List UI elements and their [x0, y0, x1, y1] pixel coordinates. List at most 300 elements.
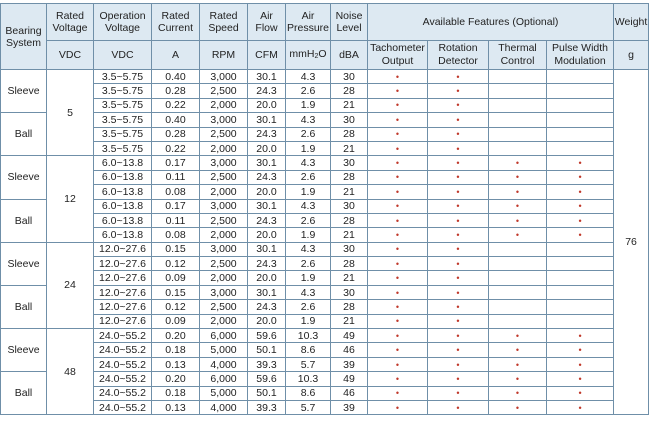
- header-noise-level: Noise Level: [331, 4, 368, 41]
- noise-level-cell: 46: [331, 343, 368, 357]
- rated-speed-cell: 3,000: [200, 156, 248, 170]
- feature-available-dot-icon: •: [456, 345, 460, 356]
- air-pressure-cell: 10.3: [286, 372, 331, 386]
- air-pressure-cell: 4.3: [286, 242, 331, 256]
- rated-speed-cell: 2,500: [200, 213, 248, 227]
- feature-available-dot-icon: •: [395, 258, 400, 269]
- rated-current-cell: 0.28: [152, 84, 200, 98]
- air-flow-cell: 30.1: [248, 113, 286, 127]
- feature-available-dot-icon: •: [395, 143, 400, 154]
- header-air-pressure: Air Pressure: [286, 4, 331, 41]
- rated-current-cell: 0.18: [152, 386, 200, 400]
- noise-level-cell: 21: [331, 314, 368, 328]
- feature-available-dot-icon: •: [578, 215, 582, 226]
- feature-rotation-detector-cell: [428, 400, 489, 414]
- feature-rotation-detector-cell: [428, 170, 489, 184]
- table-row: [1, 400, 649, 414]
- feature-pulse-width-modulation: Pulse Width Modulation: [547, 41, 614, 70]
- feature-available-dot-icon: •: [456, 229, 460, 240]
- noise-level-cell: 28: [331, 84, 368, 98]
- rated-current-cell: 0.40: [152, 70, 200, 84]
- air-pressure-cell: 2.6: [286, 84, 331, 98]
- operation-voltage-cell: 3.5~5.75: [94, 98, 152, 112]
- feature-tachometer-cell: [368, 213, 428, 227]
- feature-available-dot-icon: •: [578, 158, 582, 169]
- feature-rotation-detector-cell: [428, 156, 489, 170]
- table-row: [1, 314, 649, 328]
- feature-tachometer-cell: [368, 185, 428, 199]
- noise-level-cell: 28: [331, 257, 368, 271]
- feature-thermal-control-cell: [489, 400, 547, 414]
- air-flow-cell: 20.0: [248, 141, 286, 155]
- feature-available-dot-icon: •: [456, 186, 460, 197]
- feature-available-dot-icon: •: [395, 244, 400, 255]
- rated-current-cell: 0.20: [152, 329, 200, 343]
- feature-pwm-cell: [547, 300, 614, 314]
- feature-available-dot-icon: •: [395, 215, 400, 226]
- feature-available-dot-icon: •: [395, 359, 400, 370]
- feature-tachometer-cell: [368, 400, 428, 414]
- rated-current-cell: 0.15: [152, 285, 200, 299]
- rated-speed-cell: 5,000: [200, 343, 248, 357]
- feature-pwm-cell: [547, 156, 614, 170]
- rated-speed-cell: 2,000: [200, 185, 248, 199]
- feature-rotation-detector-cell: [428, 113, 489, 127]
- table-row: [1, 170, 649, 184]
- air-flow-cell: 30.1: [248, 70, 286, 84]
- feature-pwm-cell: [547, 141, 614, 155]
- noise-level-cell: 21: [331, 271, 368, 285]
- air-pressure-cell: 2.6: [286, 127, 331, 141]
- air-pressure-cell: 2.6: [286, 170, 331, 184]
- feature-rotation-detector-cell: [428, 228, 489, 242]
- operation-voltage-cell: 6.0~13.8: [94, 213, 152, 227]
- feature-thermal-control-cell: [489, 127, 547, 141]
- rated-current-cell: 0.15: [152, 242, 200, 256]
- feature-tachometer-cell: [368, 271, 428, 285]
- feature-available-dot-icon: •: [456, 215, 460, 226]
- operation-voltage-cell: 6.0~13.8: [94, 170, 152, 184]
- feature-available-dot-icon: •: [578, 373, 582, 384]
- bearing-type-cell: Ball: [1, 113, 47, 156]
- operation-voltage-cell: 24.0~55.2: [94, 343, 152, 357]
- unit-weight: g: [614, 41, 649, 70]
- air-pressure-cell: 10.3: [286, 329, 331, 343]
- table-row: [1, 141, 649, 155]
- feature-thermal-control-cell: [489, 314, 547, 328]
- feature-rotation-detector-cell: [428, 257, 489, 271]
- operation-voltage-cell: 6.0~13.8: [94, 156, 152, 170]
- feature-tachometer-output: Tachometer Output: [368, 41, 428, 70]
- rated-speed-cell: 2,000: [200, 141, 248, 155]
- table-row: [1, 127, 649, 141]
- air-flow-cell: 50.1: [248, 343, 286, 357]
- rated-voltage-cell: 24: [47, 242, 94, 328]
- header-bearing-system: Bearing System: [1, 4, 47, 70]
- table-row: [1, 329, 649, 343]
- rated-speed-cell: 2,500: [200, 257, 248, 271]
- feature-tachometer-cell: [368, 84, 428, 98]
- feature-available-dot-icon: •: [456, 129, 460, 140]
- table-row: [1, 300, 649, 314]
- feature-available-dot-icon: •: [395, 100, 400, 111]
- feature-available-dot-icon: •: [395, 158, 400, 169]
- rated-speed-cell: 6,000: [200, 329, 248, 343]
- feature-available-dot-icon: •: [578, 229, 582, 240]
- air-pressure-cell: 2.6: [286, 213, 331, 227]
- feature-available-dot-icon: •: [456, 316, 460, 327]
- operation-voltage-cell: 3.5~5.75: [94, 113, 152, 127]
- bearing-type-cell: Sleeve: [1, 70, 47, 113]
- feature-available-dot-icon: •: [395, 172, 400, 183]
- feature-available-dot-icon: •: [395, 287, 400, 298]
- feature-available-dot-icon: •: [456, 244, 460, 255]
- feature-available-dot-icon: •: [456, 201, 460, 212]
- air-pressure-cell: 1.9: [286, 271, 331, 285]
- feature-available-dot-icon: •: [395, 186, 400, 197]
- feature-thermal-control-cell: [489, 228, 547, 242]
- rated-current-cell: 0.17: [152, 199, 200, 213]
- feature-tachometer-cell: [368, 228, 428, 242]
- rated-current-cell: 0.09: [152, 271, 200, 285]
- noise-level-cell: 39: [331, 357, 368, 371]
- rated-current-cell: 0.13: [152, 357, 200, 371]
- rated-speed-cell: 2,000: [200, 98, 248, 112]
- feature-pwm-cell: [547, 185, 614, 199]
- feature-rotation-detector-cell: [428, 242, 489, 256]
- feature-thermal-control-cell: [489, 98, 547, 112]
- header-weight: Weight: [614, 4, 649, 41]
- operation-voltage-cell: 3.5~5.75: [94, 141, 152, 155]
- feature-rotation-detector-cell: [428, 141, 489, 155]
- feature-rotation-detector-cell: [428, 127, 489, 141]
- rated-current-cell: 0.08: [152, 185, 200, 199]
- feature-thermal-control-cell: [489, 113, 547, 127]
- air-flow-cell: 24.3: [248, 127, 286, 141]
- feature-tachometer-cell: [368, 242, 428, 256]
- rated-speed-cell: 3,000: [200, 242, 248, 256]
- noise-level-cell: 21: [331, 185, 368, 199]
- air-flow-cell: 20.0: [248, 271, 286, 285]
- rated-current-cell: 0.12: [152, 300, 200, 314]
- feature-tachometer-cell: [368, 199, 428, 213]
- rated-speed-cell: 2,000: [200, 271, 248, 285]
- feature-available-dot-icon: •: [395, 114, 400, 125]
- feature-available-dot-icon: •: [395, 71, 400, 82]
- bearing-type-cell: Sleeve: [1, 329, 47, 372]
- feature-tachometer-cell: [368, 98, 428, 112]
- air-pressure-cell: 4.3: [286, 199, 331, 213]
- rated-current-cell: 0.11: [152, 170, 200, 184]
- rated-speed-cell: 3,000: [200, 199, 248, 213]
- feature-available-dot-icon: •: [515, 359, 520, 370]
- feature-thermal-control-cell: [489, 386, 547, 400]
- feature-available-dot-icon: •: [456, 100, 460, 111]
- rated-speed-cell: 2,500: [200, 170, 248, 184]
- rated-current-cell: 0.18: [152, 343, 200, 357]
- feature-tachometer-cell: [368, 343, 428, 357]
- feature-rotation-detector-cell: [428, 213, 489, 227]
- unit-operation-voltage: VDC: [94, 41, 152, 70]
- fan-spec-table: [0, 3, 649, 415]
- operation-voltage-cell: 3.5~5.75: [94, 70, 152, 84]
- air-flow-cell: 24.3: [248, 170, 286, 184]
- feature-pwm-cell: [547, 400, 614, 414]
- noise-level-cell: 30: [331, 113, 368, 127]
- air-flow-cell: 50.1: [248, 386, 286, 400]
- rated-speed-cell: 2,500: [200, 300, 248, 314]
- feature-rotation-detector-cell: [428, 357, 489, 371]
- operation-voltage-cell: 6.0~13.8: [94, 199, 152, 213]
- feature-thermal-control: Thermal Control: [489, 41, 547, 70]
- table-row: [1, 357, 649, 371]
- feature-pwm-cell: [547, 98, 614, 112]
- air-pressure-cell: 4.3: [286, 70, 331, 84]
- feature-available-dot-icon: •: [456, 330, 460, 341]
- feature-available-dot-icon: •: [456, 287, 460, 298]
- operation-voltage-cell: 3.5~5.75: [94, 127, 152, 141]
- table-row: [1, 285, 649, 299]
- header-rated-speed: Rated Speed: [200, 4, 248, 41]
- table-body: [1, 70, 649, 415]
- feature-tachometer-cell: [368, 170, 428, 184]
- air-flow-cell: 39.3: [248, 357, 286, 371]
- feature-available-dot-icon: •: [395, 402, 400, 413]
- air-flow-cell: 39.3: [248, 400, 286, 414]
- feature-pwm-cell: [547, 372, 614, 386]
- feature-tachometer-cell: [368, 156, 428, 170]
- air-pressure-cell: 4.3: [286, 156, 331, 170]
- feature-available-dot-icon: •: [456, 388, 460, 399]
- unit-rated-speed: RPM: [200, 41, 248, 70]
- feature-pwm-cell: [547, 343, 614, 357]
- feature-pwm-cell: [547, 113, 614, 127]
- feature-rotation-detector-cell: [428, 329, 489, 343]
- feature-thermal-control-cell: [489, 170, 547, 184]
- table-row: [1, 228, 649, 242]
- feature-thermal-control-cell: [489, 372, 547, 386]
- operation-voltage-cell: 3.5~5.75: [94, 84, 152, 98]
- rated-speed-cell: 4,000: [200, 400, 248, 414]
- feature-pwm-cell: [547, 70, 614, 84]
- air-flow-cell: 20.0: [248, 228, 286, 242]
- rated-current-cell: 0.12: [152, 257, 200, 271]
- feature-rotation-detector-cell: [428, 300, 489, 314]
- feature-available-dot-icon: •: [515, 388, 520, 399]
- table-row: [1, 257, 649, 271]
- table-row: [1, 98, 649, 112]
- rated-current-cell: 0.09: [152, 314, 200, 328]
- feature-pwm-cell: [547, 242, 614, 256]
- feature-tachometer-cell: [368, 113, 428, 127]
- feature-available-dot-icon: •: [456, 114, 460, 125]
- table-row: [1, 199, 649, 213]
- feature-rotation-detector-cell: [428, 372, 489, 386]
- rated-current-cell: 0.22: [152, 141, 200, 155]
- noise-level-cell: 30: [331, 70, 368, 84]
- feature-available-dot-icon: •: [515, 186, 520, 197]
- air-pressure-cell: 1.9: [286, 185, 331, 199]
- feature-tachometer-cell: [368, 257, 428, 271]
- table-row: [1, 386, 649, 400]
- noise-level-cell: 46: [331, 386, 368, 400]
- rated-current-cell: 0.22: [152, 98, 200, 112]
- header-row-units: [1, 41, 649, 70]
- feature-available-dot-icon: •: [456, 71, 460, 82]
- noise-level-cell: 28: [331, 170, 368, 184]
- feature-rotation-detector-cell: [428, 386, 489, 400]
- header-rated-current: Rated Current: [152, 4, 200, 41]
- air-flow-cell: 24.3: [248, 300, 286, 314]
- table-row: [1, 242, 649, 256]
- table-row: [1, 70, 649, 84]
- feature-available-dot-icon: •: [456, 273, 460, 284]
- feature-thermal-control-cell: [489, 70, 547, 84]
- bearing-type-cell: Ball: [1, 285, 47, 328]
- air-flow-cell: 59.6: [248, 372, 286, 386]
- header-air-flow: Air Flow: [248, 4, 286, 41]
- noise-level-cell: 21: [331, 141, 368, 155]
- feature-pwm-cell: [547, 285, 614, 299]
- feature-available-dot-icon: •: [515, 215, 520, 226]
- feature-available-dot-icon: •: [515, 402, 520, 413]
- operation-voltage-cell: 12.0~27.6: [94, 300, 152, 314]
- feature-rotation-detector-cell: [428, 343, 489, 357]
- air-pressure-cell: 1.9: [286, 141, 331, 155]
- feature-pwm-cell: [547, 329, 614, 343]
- operation-voltage-cell: 12.0~27.6: [94, 285, 152, 299]
- weight-cell: 76: [614, 70, 649, 415]
- table-row: [1, 343, 649, 357]
- feature-available-dot-icon: •: [456, 373, 460, 384]
- operation-voltage-cell: 12.0~27.6: [94, 314, 152, 328]
- feature-available-dot-icon: •: [578, 172, 582, 183]
- rated-speed-cell: 2,000: [200, 314, 248, 328]
- feature-thermal-control-cell: [489, 329, 547, 343]
- feature-pwm-cell: [547, 199, 614, 213]
- operation-voltage-cell: 12.0~27.6: [94, 271, 152, 285]
- table-row: [1, 213, 649, 227]
- feature-available-dot-icon: •: [456, 143, 460, 154]
- rated-current-cell: 0.13: [152, 400, 200, 414]
- feature-available-dot-icon: •: [395, 301, 400, 312]
- feature-pwm-cell: [547, 84, 614, 98]
- feature-tachometer-cell: [368, 386, 428, 400]
- feature-pwm-cell: [547, 170, 614, 184]
- operation-voltage-cell: 24.0~55.2: [94, 400, 152, 414]
- air-flow-cell: 24.3: [248, 213, 286, 227]
- table-row: [1, 156, 649, 170]
- air-flow-cell: 20.0: [248, 185, 286, 199]
- operation-voltage-cell: 12.0~27.6: [94, 257, 152, 271]
- feature-pwm-cell: [547, 357, 614, 371]
- feature-available-dot-icon: •: [515, 201, 520, 212]
- operation-voltage-cell: 12.0~27.6: [94, 242, 152, 256]
- table-row: [1, 84, 649, 98]
- noise-level-cell: 30: [331, 285, 368, 299]
- unit-noise-level: dBA: [331, 41, 368, 70]
- feature-available-dot-icon: •: [395, 273, 400, 284]
- rated-current-cell: 0.40: [152, 113, 200, 127]
- feature-available-dot-icon: •: [456, 301, 460, 312]
- feature-tachometer-cell: [368, 329, 428, 343]
- noise-level-cell: 30: [331, 199, 368, 213]
- table-row: [1, 271, 649, 285]
- rated-speed-cell: 3,000: [200, 113, 248, 127]
- air-pressure-cell: 2.6: [286, 300, 331, 314]
- feature-available-dot-icon: •: [515, 172, 520, 183]
- feature-rotation-detector-cell: [428, 84, 489, 98]
- bearing-type-cell: Sleeve: [1, 156, 47, 199]
- feature-rotation-detector-cell: [428, 199, 489, 213]
- feature-rotation-detector-cell: [428, 314, 489, 328]
- rated-voltage-cell: 48: [47, 329, 94, 415]
- air-flow-cell: 30.1: [248, 242, 286, 256]
- rated-current-cell: 0.08: [152, 228, 200, 242]
- bearing-type-cell: Sleeve: [1, 242, 47, 285]
- noise-level-cell: 21: [331, 228, 368, 242]
- unit-air-pressure: mmH$_2$O: [286, 41, 331, 70]
- feature-pwm-cell: [547, 257, 614, 271]
- operation-voltage-cell: 24.0~55.2: [94, 386, 152, 400]
- feature-thermal-control-cell: [489, 271, 547, 285]
- noise-level-cell: 21: [331, 98, 368, 112]
- rated-speed-cell: 5,000: [200, 386, 248, 400]
- air-pressure-cell: 1.9: [286, 98, 331, 112]
- feature-tachometer-cell: [368, 357, 428, 371]
- feature-available-dot-icon: •: [578, 359, 582, 370]
- noise-level-cell: 30: [331, 156, 368, 170]
- feature-available-dot-icon: •: [515, 345, 520, 356]
- feature-available-dot-icon: •: [456, 86, 460, 97]
- feature-thermal-control-cell: [489, 141, 547, 155]
- operation-voltage-cell: 24.0~55.2: [94, 372, 152, 386]
- feature-pwm-cell: [547, 386, 614, 400]
- header-row-names: [1, 4, 649, 41]
- noise-level-cell: 30: [331, 242, 368, 256]
- unit-rated-current: A: [152, 41, 200, 70]
- feature-thermal-control-cell: [489, 185, 547, 199]
- feature-rotation-detector-cell: [428, 98, 489, 112]
- unit-rated-voltage: VDC: [47, 41, 94, 70]
- header-operation-voltage: Operation Voltage: [94, 4, 152, 41]
- feature-tachometer-cell: [368, 285, 428, 299]
- feature-tachometer-cell: [368, 70, 428, 84]
- air-pressure-cell: 1.9: [286, 314, 331, 328]
- air-flow-cell: 30.1: [248, 199, 286, 213]
- rated-speed-cell: 4,000: [200, 357, 248, 371]
- feature-tachometer-cell: [368, 141, 428, 155]
- feature-pwm-cell: [547, 213, 614, 227]
- feature-pwm-cell: [547, 271, 614, 285]
- bearing-type-cell: Ball: [1, 372, 47, 415]
- feature-available-dot-icon: •: [456, 258, 460, 269]
- feature-available-dot-icon: •: [456, 158, 460, 169]
- air-pressure-cell: 8.6: [286, 386, 331, 400]
- feature-rotation-detector-cell: [428, 271, 489, 285]
- feature-rotation-detector-cell: [428, 285, 489, 299]
- feature-available-dot-icon: •: [395, 345, 400, 356]
- air-flow-cell: 24.3: [248, 84, 286, 98]
- feature-tachometer-cell: [368, 300, 428, 314]
- feature-available-dot-icon: •: [395, 201, 400, 212]
- feature-available-dot-icon: •: [395, 129, 400, 140]
- air-pressure-cell: 5.7: [286, 357, 331, 371]
- air-flow-cell: 24.3: [248, 257, 286, 271]
- rated-speed-cell: 3,000: [200, 285, 248, 299]
- header-available-features: Available Features (Optional): [368, 4, 614, 41]
- header-rated-voltage: Rated Voltage: [47, 4, 94, 41]
